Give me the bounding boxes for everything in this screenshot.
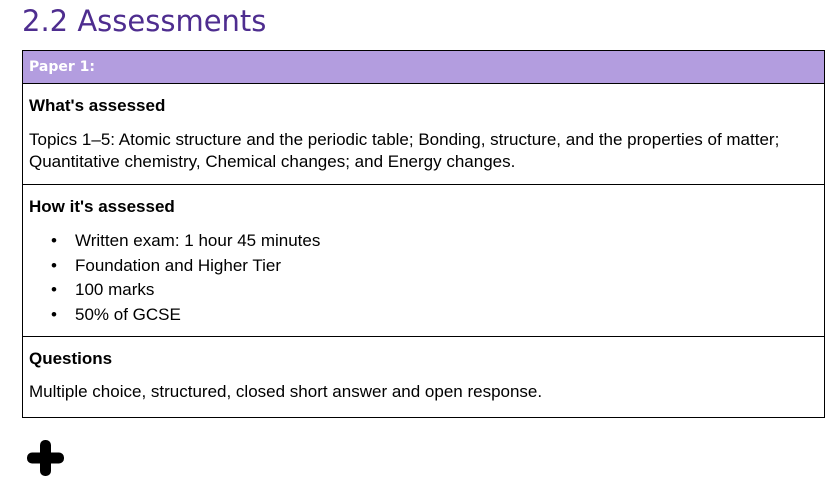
section-text-questions: Multiple choice, structured, closed short answer and open response.	[29, 382, 543, 401]
list-item-text: 50% of GCSE	[75, 304, 181, 324]
bullet-icon: •	[51, 280, 57, 299]
paper-header-label: Paper 1:	[29, 59, 95, 75]
section-title-whats-assessed: What's assessed	[29, 96, 166, 115]
section-questions	[23, 337, 824, 417]
section-whats-assessed	[23, 84, 824, 185]
list-item	[51, 303, 818, 328]
page-title: 2.2 Assessments	[22, 4, 267, 38]
bullet-icon: •	[51, 304, 57, 324]
bullet-icon: •	[51, 255, 57, 275]
plus-icon[interactable]	[27, 440, 64, 476]
bullet-icon: •	[51, 231, 57, 250]
list-item	[51, 278, 818, 303]
section-how-assessed	[23, 185, 824, 337]
list-item-text: Foundation and Higher Tier	[75, 255, 282, 275]
list-item-text: Written exam: 1 hour 45 minutes	[75, 231, 321, 250]
list-item	[51, 229, 818, 254]
paper-info-table	[22, 50, 825, 418]
list-item	[51, 254, 818, 279]
section-title-how-assessed: How it's assessed	[29, 197, 175, 216]
list-item-text: 100 marks	[75, 280, 155, 299]
section-title-questions: Questions	[29, 349, 113, 368]
assessment-details-list	[29, 229, 818, 327]
paper-header	[23, 51, 824, 84]
section-text-topics: Topics 1–5: Atomic structure and the periodic table; Bonding, structure, and the properties of matter; Quantitative chemistry, Chemical changes; and Energy changes.	[29, 130, 780, 171]
